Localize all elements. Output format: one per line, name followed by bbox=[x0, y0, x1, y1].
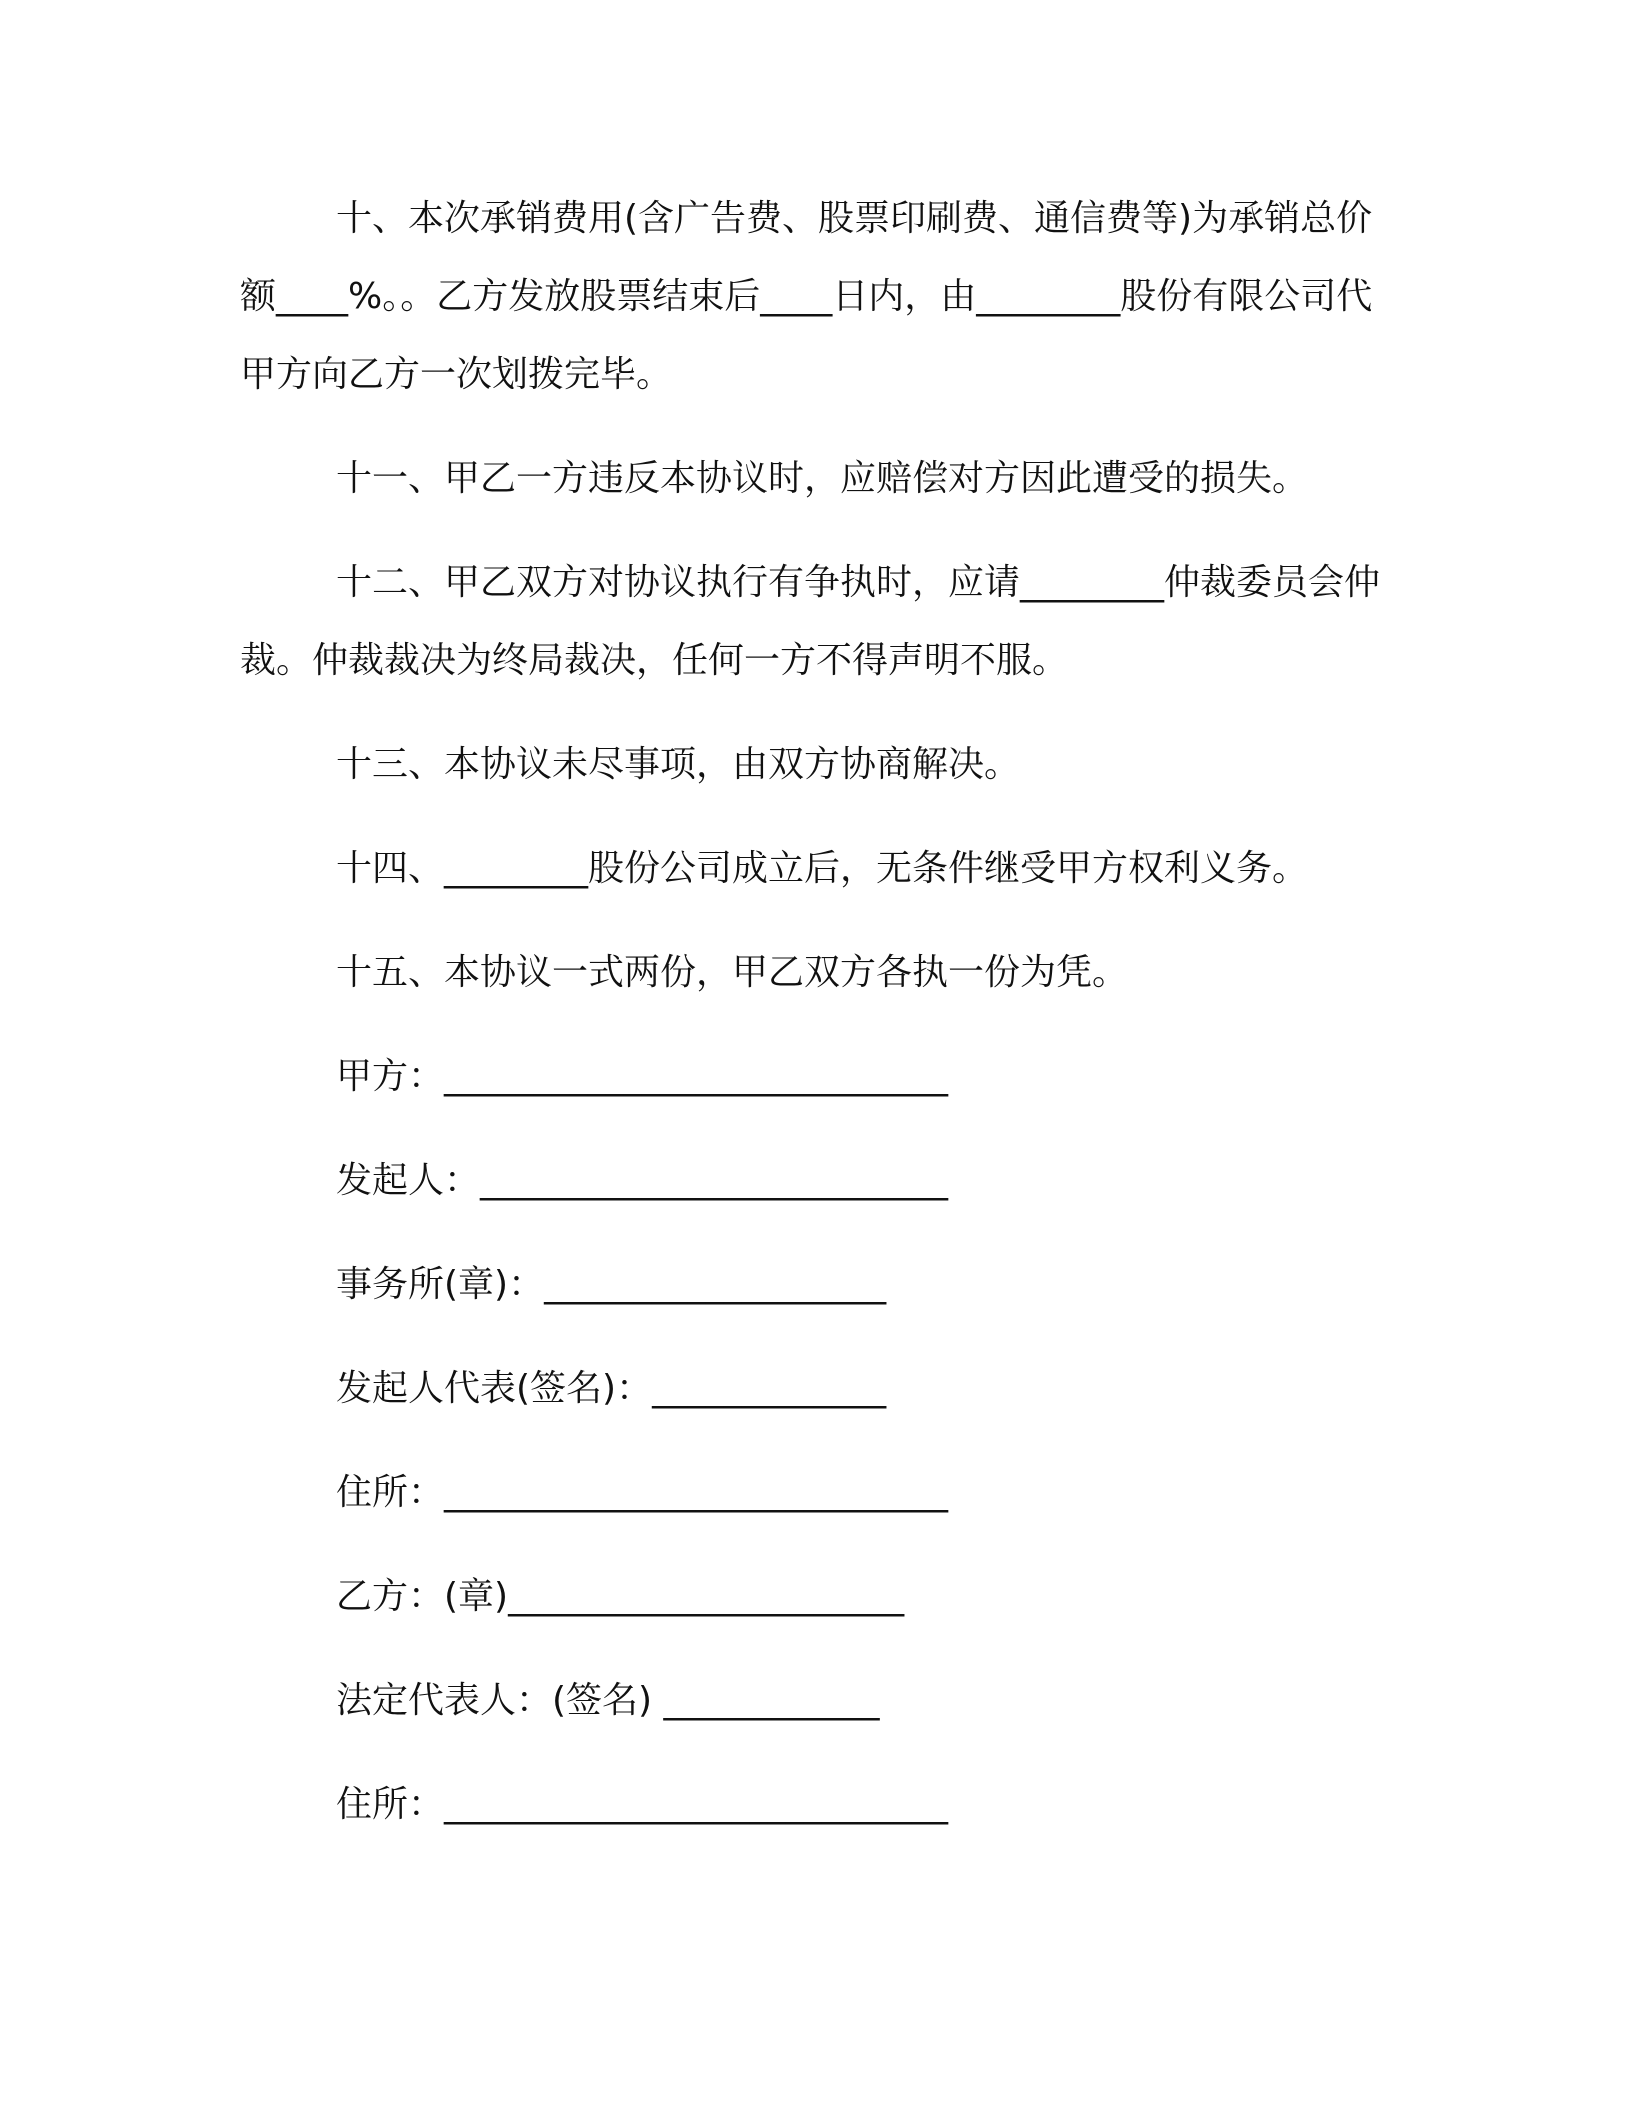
office-seal-line: 事务所(章)：___________________ bbox=[336, 1264, 887, 1305]
legal-rep-signature-line: 法定代表人：(签名) ____________ bbox=[336, 1680, 880, 1721]
party-a-address-line: 住所：____________________________ bbox=[336, 1472, 949, 1513]
document-body bbox=[240, 180, 1390, 1870]
initiator-line: 发起人：__________________________ bbox=[336, 1160, 949, 1201]
party-b-seal-line: 乙方：(章)______________________ bbox=[336, 1576, 905, 1617]
clause-15: 十五、本协议一式两份，甲乙双方各执一份为凭。 bbox=[336, 952, 1129, 993]
clause-12: 十二、甲乙双方对协议执行有争执时，应请________仲裁委员会仲裁。仲裁裁决为终局裁决，任何一方不得声明不服。 bbox=[240, 562, 1381, 681]
clause-13: 十三、本协议未尽事项，由双方协商解决。 bbox=[336, 744, 1021, 785]
clause-11: 十一、甲乙一方违反本协议时，应赔偿对方因此遭受的损失。 bbox=[336, 458, 1309, 499]
clause-14: 十四、________股份公司成立后，无条件继受甲方权利义务。 bbox=[336, 848, 1309, 889]
clause-10: 十、本次承销费用(含广告费、股票印刷费、通信费等)为承销总价额____%。。乙方发放股票结束后____日内，由________股份有限公司代甲方向乙方一次划拨完毕。 bbox=[240, 198, 1373, 395]
party-a-line: 甲方：____________________________ bbox=[336, 1056, 949, 1097]
initiator-rep-signature-line: 发起人代表(签名)：_____________ bbox=[336, 1368, 887, 1409]
party-b-address-line: 住所：____________________________ bbox=[336, 1784, 949, 1825]
